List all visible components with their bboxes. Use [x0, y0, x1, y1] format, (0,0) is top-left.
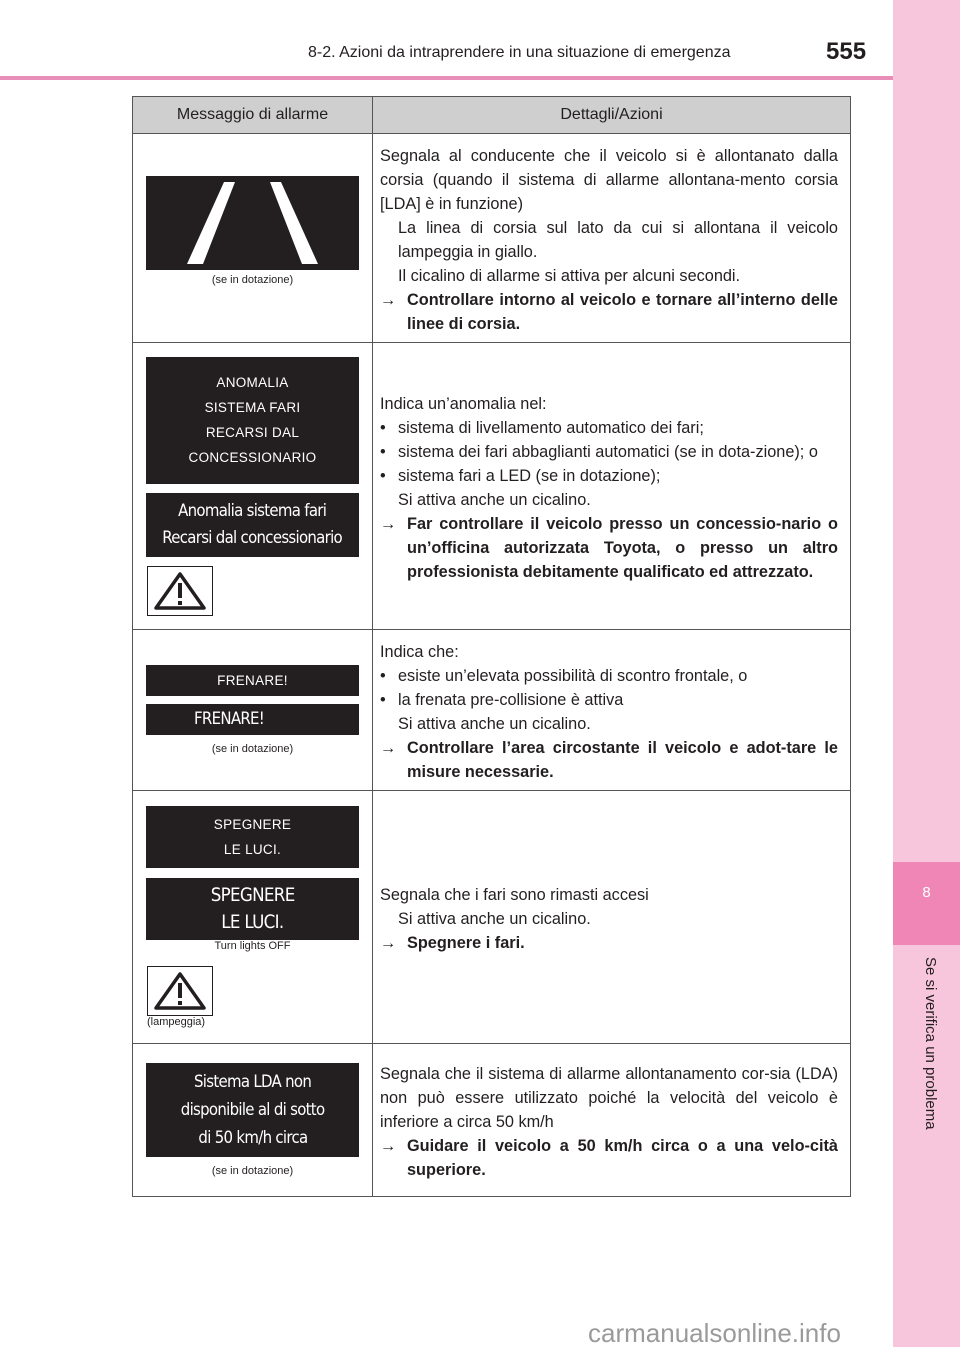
- detail-intro: Segnala che i fari sono rimasti accesi: [380, 886, 649, 904]
- detail-bullet: [380, 440, 838, 464]
- column-header-message: Messaggio di allarme: [133, 97, 373, 134]
- bullet-text: esiste un’elevata possibilità di scontro frontale, o: [398, 667, 748, 685]
- warning-triangle-icon: [154, 571, 206, 611]
- header-rule: [0, 76, 893, 80]
- action-text: Controllare l’area circostante il veicolo e adot-tare le misure necessarie.: [407, 739, 838, 781]
- details-cell: [373, 343, 851, 630]
- warning-light: [147, 966, 213, 1016]
- details-cell: [373, 134, 851, 343]
- chapter-title: Se si verifica un problema: [922, 957, 939, 1130]
- message-cell: [133, 134, 373, 343]
- display-line: di 50 km/h circa: [197, 1128, 308, 1148]
- chapter-number: 8: [922, 884, 931, 901]
- detail-action: [380, 931, 838, 955]
- detail-action: [380, 1134, 838, 1182]
- bullet-text: la frenata pre-collisione è attiva: [398, 691, 624, 709]
- action-arrow: →: [380, 291, 397, 309]
- bullet-text: sistema fari a LED (se in dotazione);: [398, 467, 661, 485]
- column-header-details: Dettagli/Azioni: [373, 97, 851, 134]
- action-text: Spegnere i fari.: [407, 934, 525, 952]
- message-display-graphic: [146, 704, 359, 735]
- detail-intro: Indica un’anomalia nel:: [380, 395, 547, 413]
- detail-intro: Segnala al conducente che il veicolo si è allontanato dalla corsia (quando il sistema di allarme allontana-mento corsia [LDA] è in funzione): [380, 147, 838, 213]
- detail-line: Il cicalino di allarme si attiva per alcuni secondi.: [398, 267, 741, 285]
- message-cell: [133, 791, 373, 1044]
- availability-note: (se in dotazione): [211, 1165, 294, 1177]
- bullet-text: sistema di livellamento automatico dei fari;: [398, 419, 704, 437]
- details-cell: [373, 1044, 851, 1197]
- detail-action: [380, 288, 838, 336]
- bullet-symbol: •: [380, 691, 386, 709]
- action-text: Guidare il veicolo a 50 km/h circa o a una velo-cità superiore.: [407, 1137, 838, 1179]
- detail-intro: Segnala che il sistema di allarme allontanamento cor-sia (LDA) non può essere utilizzato poiché la velocità del veicolo è inferiore a circa 50 km/h: [380, 1065, 838, 1131]
- detail-action: [380, 512, 838, 584]
- display-line: CONCESSIONARIO: [188, 450, 317, 465]
- message-cell: [133, 343, 373, 630]
- display-line: Sistema LDA non: [193, 1072, 312, 1092]
- message-cell: [133, 1044, 373, 1197]
- display-caption: Turn lights OFF: [214, 940, 291, 952]
- message-display-graphic: [146, 493, 359, 557]
- detail-bullet: [380, 688, 838, 712]
- table-row: [133, 1044, 851, 1197]
- bullet-symbol: •: [380, 667, 386, 685]
- detail-action: [380, 736, 838, 784]
- message-display-text: [146, 806, 359, 868]
- display-line: FRENARE!: [217, 673, 288, 688]
- lane-departure-display: [146, 176, 359, 270]
- flashing-note: (lampeggia): [147, 1016, 206, 1028]
- bullet-symbol: •: [380, 467, 386, 485]
- display-line: SISTEMA FARI: [204, 400, 301, 415]
- action-arrow: →: [380, 1137, 397, 1155]
- message-display-graphic: [146, 878, 359, 940]
- detail-bullet: [380, 416, 838, 440]
- display-line: RECARSI DAL: [205, 425, 300, 440]
- availability-note: (se in dotazione): [211, 274, 294, 286]
- warning-triangle-icon: [154, 971, 206, 1011]
- detail-bullet: [380, 664, 838, 688]
- bullet-symbol: •: [380, 443, 386, 461]
- message-display-text: [146, 357, 359, 484]
- warning-light: [147, 566, 213, 616]
- message-display-graphic: [146, 1063, 359, 1157]
- details-cell: [373, 791, 851, 1044]
- message-display-text: [146, 665, 359, 696]
- detail-intro: Indica che:: [380, 643, 459, 661]
- action-text: Controllare intorno al veicolo e tornare all’interno delle linee di corsia.: [407, 291, 838, 333]
- table-row: [133, 343, 851, 630]
- lane-departure-icon: [146, 176, 359, 270]
- detail-line: Si attiva anche un cicalino.: [398, 715, 591, 733]
- display-line: Anomalia sistema fari: [178, 500, 327, 521]
- page-number: 555: [826, 38, 867, 65]
- display-line: LE LUCI.: [221, 911, 284, 933]
- availability-note: (se in dotazione): [211, 743, 294, 755]
- detail-line: Si attiva anche un cicalino.: [398, 910, 591, 928]
- display-line: SPEGNERE: [210, 884, 295, 906]
- display-line: LE LUCI.: [223, 842, 282, 857]
- detail-line: Si attiva anche un cicalino.: [398, 491, 591, 509]
- chapter-tab-active: [893, 862, 960, 945]
- detail-line: La linea di corsia sul lato da cui si allontana il veicolo lampeggia in giallo.: [398, 219, 838, 261]
- bullet-text: sistema dei fari abbaglianti automatici (se in dota-zione); o: [398, 443, 818, 461]
- display-line: Recarsi dal concessionario: [162, 527, 343, 548]
- watermark: carmanualsonline.info: [588, 1318, 841, 1348]
- action-arrow: →: [380, 934, 397, 952]
- details-cell: [373, 630, 851, 791]
- detail-bullet: [380, 464, 838, 488]
- alarm-message-table: [132, 96, 851, 1197]
- display-line: ANOMALIA: [216, 375, 289, 390]
- action-arrow: →: [380, 515, 397, 533]
- table-row: [133, 630, 851, 791]
- bullet-symbol: •: [380, 419, 386, 437]
- display-line: FRENARE!: [194, 709, 265, 729]
- table-row: [133, 791, 851, 1044]
- display-line: disponibile al di sotto: [180, 1100, 325, 1120]
- section-title: 8-2. Azioni da intraprendere in una situazione di emergenza: [308, 44, 731, 61]
- display-line: SPEGNERE: [213, 817, 292, 832]
- message-cell: [133, 630, 373, 791]
- action-arrow: →: [380, 739, 397, 757]
- action-text: Far controllare il veicolo presso un concessio-nario o un’officina autorizzata Toyota, o presso un altro professionista debitamente qualificato ed attrezzato.: [407, 515, 838, 581]
- table-row: [133, 134, 851, 343]
- table-header-row: [133, 97, 851, 134]
